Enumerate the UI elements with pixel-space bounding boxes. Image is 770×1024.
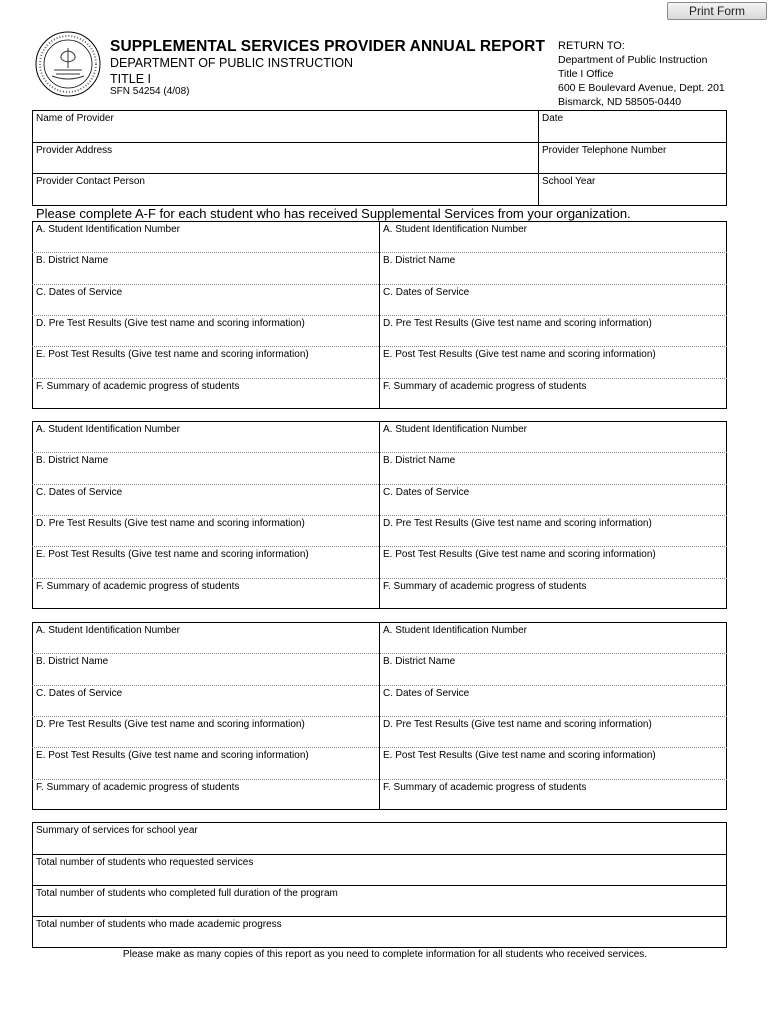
provider-name-field[interactable]: Name of Provider	[36, 113, 114, 124]
pre-test-field[interactable]: D. Pre Test Results (Give test name and scoring information)	[36, 517, 305, 529]
district-name-field[interactable]: B. District Name	[383, 255, 456, 267]
provider-address-field[interactable]: Provider Address	[36, 145, 113, 156]
student-id-field[interactable]: A. Student Identification Number	[36, 224, 180, 235]
post-test-field[interactable]: E. Post Test Results (Give test name and scoring information)	[36, 549, 309, 561]
instruction-text: Please complete A-F for each student who has received Supplemental Services from your organization.	[36, 206, 631, 221]
provider-contact-field[interactable]: Provider Contact Person	[36, 176, 145, 187]
district-name-field[interactable]: B. District Name	[36, 656, 109, 668]
department-name: DEPARTMENT OF PUBLIC INSTRUCTION	[110, 56, 354, 70]
total-requested-field[interactable]: Total number of students who requested services	[36, 857, 254, 868]
post-test-field[interactable]: E. Post Test Results (Give test name and scoring information)	[36, 750, 309, 762]
date-field[interactable]: Date	[542, 113, 564, 124]
student-id-field[interactable]: A. Student Identification Number	[383, 424, 527, 435]
dates-of-service-field[interactable]: C. Dates of Service	[36, 486, 123, 498]
return-address-line: Department of Public Instruction	[558, 54, 708, 66]
dates-of-service-field[interactable]: C. Dates of Service	[36, 286, 123, 298]
post-test-field[interactable]: E. Post Test Results (Give test name and scoring information)	[383, 750, 656, 762]
form-number: SFN 54254 (4/08)	[110, 86, 190, 97]
academic-progress-field[interactable]: F. Summary of academic progress of students	[36, 380, 240, 392]
dates-of-service-field[interactable]: C. Dates of Service	[383, 687, 470, 699]
return-address-line: Bismarck, ND 58505-0440	[558, 96, 682, 108]
return-address-line: Title I Office	[558, 68, 614, 80]
district-name-field[interactable]: B. District Name	[383, 656, 456, 668]
form-title: SUPPLEMENTAL SERVICES PROVIDER ANNUAL REPORT	[110, 38, 546, 55]
state-seal-icon	[34, 30, 102, 98]
dates-of-service-field[interactable]: C. Dates of Service	[383, 286, 470, 298]
post-test-field[interactable]: E. Post Test Results (Give test name and scoring information)	[383, 349, 656, 361]
district-name-field[interactable]: B. District Name	[36, 455, 109, 467]
pre-test-field[interactable]: D. Pre Test Results (Give test name and scoring information)	[383, 517, 652, 529]
return-address-line: 600 E Boulevard Avenue, Dept. 201	[558, 82, 725, 94]
print-form-button[interactable]: Print Form	[667, 2, 767, 20]
student-id-field[interactable]: A. Student Identification Number	[36, 424, 180, 435]
academic-progress-field[interactable]: F. Summary of academic progress of students	[36, 781, 240, 793]
pre-test-field[interactable]: D. Pre Test Results (Give test name and scoring information)	[383, 317, 652, 329]
pre-test-field[interactable]: D. Pre Test Results (Give test name and scoring information)	[36, 718, 305, 730]
provider-telephone-field[interactable]: Provider Telephone Number	[542, 145, 667, 156]
school-year-field[interactable]: School Year	[542, 176, 596, 187]
return-to-heading: RETURN TO:	[558, 40, 625, 52]
academic-progress-field[interactable]: F. Summary of academic progress of students	[383, 380, 587, 392]
student-id-field[interactable]: A. Student Identification Number	[383, 224, 527, 235]
student-id-field[interactable]: A. Student Identification Number	[36, 625, 180, 636]
post-test-field[interactable]: E. Post Test Results (Give test name and scoring information)	[383, 549, 656, 561]
academic-progress-field[interactable]: F. Summary of academic progress of students	[383, 781, 587, 793]
pre-test-field[interactable]: D. Pre Test Results (Give test name and scoring information)	[383, 718, 652, 730]
total-completed-field[interactable]: Total number of students who completed full duration of the program	[36, 888, 338, 899]
dates-of-service-field[interactable]: C. Dates of Service	[36, 687, 123, 699]
district-name-field[interactable]: B. District Name	[383, 455, 456, 467]
total-progress-field[interactable]: Total number of students who made academic progress	[36, 919, 282, 930]
post-test-field[interactable]: E. Post Test Results (Give test name and scoring information)	[36, 349, 309, 361]
district-name-field[interactable]: B. District Name	[36, 255, 109, 267]
footer-note: Please make as many copies of this report as you need to complete information for all students who received services.	[122, 949, 648, 960]
student-id-field[interactable]: A. Student Identification Number	[383, 625, 527, 636]
academic-progress-field[interactable]: F. Summary of academic progress of students	[383, 580, 587, 592]
pre-test-field[interactable]: D. Pre Test Results (Give test name and scoring information)	[36, 317, 305, 329]
dates-of-service-field[interactable]: C. Dates of Service	[383, 486, 470, 498]
program-name: TITLE I	[110, 72, 151, 86]
academic-progress-field[interactable]: F. Summary of academic progress of students	[36, 580, 240, 592]
summary-services-field[interactable]: Summary of services for school year	[36, 825, 198, 836]
